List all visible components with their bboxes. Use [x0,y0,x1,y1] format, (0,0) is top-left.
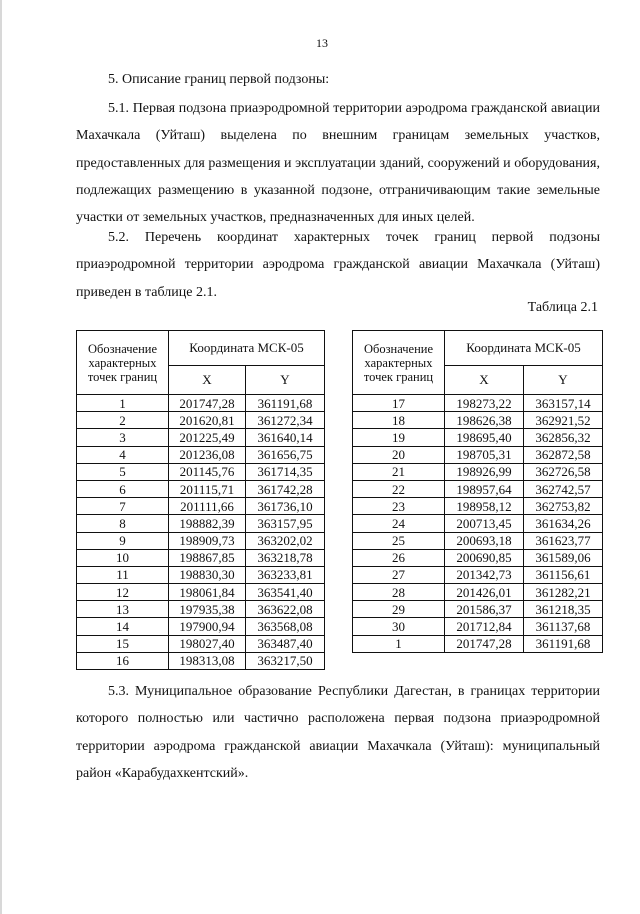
x-coordinate-cell: 200693,18 [445,532,524,549]
y-coordinate-cell: 361137,68 [524,618,603,635]
x-coordinate-cell: 201620,81 [169,412,246,429]
header-coordinate: Координата МСК-05 [445,331,603,366]
table-row [353,515,603,532]
point-number-cell: 7 [77,498,169,515]
page-number: 13 [316,36,328,50]
table-row [77,549,325,566]
point-number-cell: 26 [353,549,445,566]
table-row [353,601,603,618]
point-number-cell: 23 [353,498,445,515]
table-row [353,429,603,446]
point-number-cell: 16 [77,652,169,669]
x-coordinate-cell: 201236,08 [169,446,246,463]
y-coordinate-cell: 361736,10 [246,498,325,515]
y-coordinate-cell: 363541,40 [246,584,325,601]
header-coordinate: Координата МСК-05 [169,331,325,366]
y-coordinate-cell: 361714,35 [246,463,325,480]
y-coordinate-cell: 361623,77 [524,532,603,549]
point-number-cell: 27 [353,566,445,583]
table-row [353,498,603,515]
x-coordinate-cell: 198313,08 [169,652,246,669]
x-coordinate-cell: 198705,31 [445,446,524,463]
y-coordinate-cell: 363568,08 [246,618,325,635]
table-row [353,635,603,652]
point-number-cell: 6 [77,480,169,497]
point-number-cell: 20 [353,446,445,463]
table-row [77,515,325,532]
y-coordinate-cell: 361589,06 [524,549,603,566]
table-row [353,584,603,601]
point-number-cell: 2 [77,412,169,429]
table-row [353,480,603,497]
table-row [77,652,325,669]
y-coordinate-cell: 363157,14 [524,395,603,412]
point-number-cell: 8 [77,515,169,532]
x-coordinate-cell: 197900,94 [169,618,246,635]
table-row [353,412,603,429]
paragraph-5-1: 5.1. Первая подзона приаэродромной территории аэродрома гражданской авиации Махачкала (Уйташ) выделена по внешним границам земельных участков, предоставленных для размещения и эксплуатации зданий, сооружений и оборудования, подлежащих размещению в указанной подзоне, отграничивающим такие земельные участки от земельных участков, предназначенных для иных целей. [76,101,600,226]
table-row [77,429,325,446]
x-coordinate-cell: 198695,40 [445,429,524,446]
x-coordinate-cell: 198027,40 [169,635,246,652]
paragraph-5-2: 5.2. Перечень координат характерных точек границ первой подзоны приаэродромной территории аэродрома гражданской авиации Махачкала (Уйташ) приведен в таблице 2.1. [76,230,600,300]
table-row [77,446,325,463]
y-coordinate-cell: 361218,35 [524,601,603,618]
point-number-cell: 11 [77,566,169,583]
y-coordinate-cell: 361634,26 [524,515,603,532]
x-coordinate-cell: 198867,85 [169,549,246,566]
point-number-cell: 9 [77,532,169,549]
table-row [77,480,325,497]
y-coordinate-cell: 363157,95 [246,515,325,532]
table-caption: Таблица 2.1 [527,300,598,315]
table-row [77,618,325,635]
y-coordinate-cell: 362726,58 [524,463,603,480]
table-body-right [353,395,603,653]
x-coordinate-cell: 198273,22 [445,395,524,412]
y-coordinate-cell: 361640,14 [246,429,325,446]
point-number-cell: 17 [353,395,445,412]
header-designation: Обозначение характерных точек границ [353,331,445,395]
x-coordinate-cell: 201426,01 [445,584,524,601]
x-coordinate-cell: 198926,99 [445,463,524,480]
paragraph-5-3: 5.3. Муниципальное образование Республики Дагестан, в границах территории которого полностью или частично расположена первая подзона приаэродромной территории аэродрома гражданской авиации Махачкала (Уйташ): муниципальный район «Карабудахкентский». [76,684,600,781]
table-row [77,532,325,549]
x-coordinate-cell: 201145,76 [169,463,246,480]
point-number-cell: 30 [353,618,445,635]
y-coordinate-cell: 361656,75 [246,446,325,463]
x-coordinate-cell: 198909,73 [169,532,246,549]
y-coordinate-cell: 361191,68 [524,635,603,652]
x-coordinate-cell: 197935,38 [169,601,246,618]
x-coordinate-cell: 201747,28 [169,395,246,412]
x-coordinate-cell: 198626,38 [445,412,524,429]
x-coordinate-cell: 201111,66 [169,498,246,515]
point-number-cell: 5 [77,463,169,480]
x-coordinate-cell: 201747,28 [445,635,524,652]
table-row [353,618,603,635]
y-coordinate-cell: 361282,21 [524,584,603,601]
y-coordinate-cell: 363622,08 [246,601,325,618]
header-x: X [445,366,524,395]
point-number-cell: 21 [353,463,445,480]
table-row [353,566,603,583]
table-row [77,498,325,515]
y-coordinate-cell: 361156,61 [524,566,603,583]
x-coordinate-cell: 198957,64 [445,480,524,497]
x-coordinate-cell: 201342,73 [445,566,524,583]
table-row [353,549,603,566]
table-row [77,566,325,583]
table-row [77,395,325,412]
table-row [353,446,603,463]
point-number-cell: 25 [353,532,445,549]
header-x: X [169,366,246,395]
x-coordinate-cell: 198958,12 [445,498,524,515]
x-coordinate-cell: 200690,85 [445,549,524,566]
x-coordinate-cell: 198830,30 [169,566,246,583]
x-coordinate-cell: 201225,49 [169,429,246,446]
x-coordinate-cell: 200713,45 [445,515,524,532]
table-row [353,532,603,549]
point-number-cell: 14 [77,618,169,635]
x-coordinate-cell: 198061,84 [169,584,246,601]
x-coordinate-cell: 201115,71 [169,480,246,497]
point-number-cell: 28 [353,584,445,601]
y-coordinate-cell: 362753,82 [524,498,603,515]
header-y: Y [524,366,603,395]
table-row [77,412,325,429]
table-row [77,463,325,480]
coordinates-table-right [352,330,603,653]
header-y: Y [246,366,325,395]
y-coordinate-cell: 363218,78 [246,549,325,566]
table-row [77,635,325,652]
point-number-cell: 3 [77,429,169,446]
point-number-cell: 1 [77,395,169,412]
table-row [77,584,325,601]
y-coordinate-cell: 362742,57 [524,480,603,497]
x-coordinate-cell: 201712,84 [445,618,524,635]
x-coordinate-cell: 198882,39 [169,515,246,532]
header-designation: Обозначение характерных точек границ [77,331,169,395]
table-row [353,395,603,412]
point-number-cell: 15 [77,635,169,652]
y-coordinate-cell: 363217,50 [246,652,325,669]
table-row [77,601,325,618]
point-number-cell: 24 [353,515,445,532]
y-coordinate-cell: 363202,02 [246,532,325,549]
point-number-cell: 1 [353,635,445,652]
y-coordinate-cell: 362856,32 [524,429,603,446]
y-coordinate-cell: 361191,68 [246,395,325,412]
table-body-left [77,395,325,670]
point-number-cell: 22 [353,480,445,497]
point-number-cell: 4 [77,446,169,463]
point-number-cell: 18 [353,412,445,429]
x-coordinate-cell: 201586,37 [445,601,524,618]
point-number-cell: 10 [77,549,169,566]
point-number-cell: 13 [77,601,169,618]
y-coordinate-cell: 362872,58 [524,446,603,463]
coordinates-table-left [76,330,325,670]
y-coordinate-cell: 362921,52 [524,412,603,429]
point-number-cell: 19 [353,429,445,446]
y-coordinate-cell: 363233,81 [246,566,325,583]
y-coordinate-cell: 361742,28 [246,480,325,497]
point-number-cell: 29 [353,601,445,618]
y-coordinate-cell: 363487,40 [246,635,325,652]
table-row [353,463,603,480]
section-heading: 5. Описание границ первой подзоны: [108,72,330,87]
point-number-cell: 12 [77,584,169,601]
y-coordinate-cell: 361272,34 [246,412,325,429]
